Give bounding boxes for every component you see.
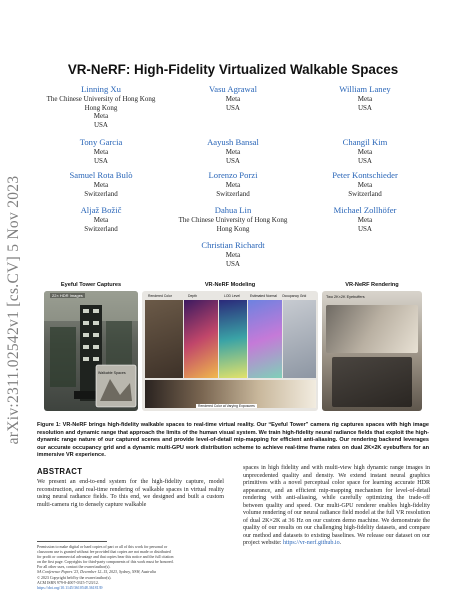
copyright-footnote [37, 544, 224, 590]
modeling-panel [142, 291, 318, 411]
author-block [40, 205, 162, 233]
author-block [172, 240, 294, 268]
author-affiliation: Switzerland [84, 189, 118, 198]
author-affiliation: Meta [225, 181, 241, 189]
vr-user-photo [332, 357, 412, 407]
author-affiliation: Meta [357, 148, 373, 156]
author-affiliation: Meta [225, 148, 241, 156]
author-affiliation: Hong Kong [216, 224, 250, 233]
author-block [40, 84, 162, 129]
author-affiliation: USA [93, 120, 108, 129]
label-estimated-normal: Estimated Normal [250, 294, 277, 298]
author-name[interactable]: Michael Zollhöfer [333, 205, 397, 215]
label-lod-level: LOD Level [224, 294, 241, 298]
project-website-link[interactable]: https://vr-nerf.github.io [282, 540, 340, 546]
footnote-line: SA Conference Papers '23, December 12–15, 2023, Sydney, NSW, Australia [37, 569, 156, 575]
occupancy-grid-image [283, 300, 316, 378]
author-affiliation: Switzerland [348, 189, 382, 198]
abstract-column-right: spaces in high fidelity and with multi-view high dynamic range images in unprecedented quality and density. We extend instant neural graphics primitives with a novel perceptual color space for learning accurate HDR appearance, and an efficient mip-mapping mechanism for level-of-detail rendering with anti-aliasing, while carefully optimizing the trade-off between quality and speed. Our multi-GPU renderer enables high-fidelity volume rendering of our neural radiance field model at the full VR resolution of dual 2K×2K at 36 Hz on our custom demo machine. We demonstrate the quality of our results on our challenging high-fidelity datasets, and compare our method and datasets to existing baselines. We release our dataset on our project website: https://vr-nerf.github.io. [243, 465, 430, 546]
author-name[interactable]: Linning Xu [81, 84, 121, 94]
author-block [40, 170, 162, 198]
author-block [40, 137, 162, 165]
author-name[interactable]: Changil Kim [342, 137, 388, 147]
footnote-line: © 2023 Copyright held by the owner/author(s). [37, 574, 112, 580]
depth-image [184, 300, 218, 378]
author-name[interactable]: Vasu Agrawal [209, 84, 257, 94]
lod-level-image [219, 300, 247, 378]
author-affiliation: Meta [93, 216, 109, 224]
camera-rig-illustration [44, 291, 138, 411]
footnote-line: ACM ISBN 979-8-4007-0315-7/23/12. [37, 579, 99, 585]
panel-title-captures: Eyeful Tower Captures [60, 282, 122, 288]
author-block [304, 205, 426, 233]
author-block [304, 84, 426, 112]
author-affiliation: Switzerland [216, 189, 250, 198]
author-affiliation: Meta [93, 112, 109, 121]
paper-title: VR-NeRF: High-Fidelity Virtualized Walkable Spaces [67, 62, 399, 77]
author-affiliation: Switzerland [84, 224, 118, 233]
abstract-heading: ABSTRACT [37, 467, 83, 476]
author-name[interactable]: Dahua Lin [214, 205, 252, 215]
author-affiliation: USA [225, 156, 240, 165]
author-block [304, 170, 426, 198]
author-affiliation: Meta [225, 95, 241, 103]
abstract-column-left: We present an end-to-end system for the high-fidelity capture, model reconstruction, and real-time rendering of walkable spaces in virtual reality using neural radiance fields. To this end, we designed and built a custom multi-camera rig to densely capture walkable [37, 479, 224, 508]
figure-caption [37, 422, 429, 460]
caption-body: Our “Eyeful Tower” camera rig captures spaces with high image resolution and dynamic range that approach the limits of the human visual system. We train high-fidelity neural radiance fields that exploit the high-dynamic range nature of our captured scenes and provide level-of-detail mip-mapping for efficient anti-aliasing. Our rendering backend leverages our accurate occupancy grid and a dynamic multi-GPU work distribution scheme to achieve real-time frame rates on dual 2K×2K eyebuffers for an immersive VR experience. [37, 422, 429, 459]
author-affiliation: Meta [225, 251, 241, 259]
label-depth: Depth [188, 294, 198, 298]
label-eyebuffers: Two 2K×2K Eyebuffers [326, 295, 365, 299]
label-varying-exposures: Rendered Color at Varying Exposures [198, 404, 255, 408]
footnote-line: on the first page. Copyrights for third-party components of this work must be honored. [37, 559, 174, 565]
arxiv-stamp: arXiv:2311.02542v1 [cs.CV] 5 Nov 2023 [5, 175, 22, 445]
caption-lead: Figure 1: VR-NeRF brings high-fidelity walkable spaces to real-time virtual reality. [37, 422, 255, 428]
author-block [304, 137, 426, 165]
doi-link[interactable]: https://doi.org/10.1145/3610548.3618139 [37, 584, 103, 590]
author-affiliation: USA [225, 259, 240, 268]
author-name[interactable]: Christian Richardt [201, 240, 265, 250]
panel-title-modeling: VR-NeRF Modeling [204, 282, 256, 288]
rendered-color-image [145, 300, 183, 378]
author-name[interactable]: Lorenzo Porzi [208, 170, 258, 180]
author-affiliation: USA [225, 103, 240, 112]
eyeful-tower-photo [44, 291, 138, 411]
author-affiliation: USA [357, 156, 372, 165]
teaser-figure [44, 282, 422, 412]
author-affiliation: USA [357, 224, 372, 233]
rendering-panel [322, 291, 422, 411]
label-rendered-color: Rendered Color [148, 294, 172, 298]
footnote-line: classroom use is granted without fee provided that copies are not made or distributed [37, 549, 171, 555]
author-name[interactable]: William Laney [339, 84, 391, 94]
author-affiliation: Meta [357, 216, 373, 224]
footnote-line: for profit or commercial advantage and that copies bear this notice and the full citation [37, 554, 174, 560]
author-affiliation: Meta [357, 181, 373, 189]
eyebuffers-image [326, 305, 418, 353]
author-affiliation: Meta [93, 148, 109, 156]
author-name[interactable]: Peter Kontschieder [332, 170, 398, 180]
panel-title-rendering: VR-NeRF Rendering [345, 282, 399, 288]
author-block [172, 84, 294, 112]
author-name[interactable]: Samuel Rota Bulò [69, 170, 133, 180]
author-name[interactable]: Tony Garcia [79, 137, 123, 147]
author-block [172, 137, 294, 165]
author-affiliation: Meta [357, 95, 373, 103]
author-affiliation: Meta [93, 181, 109, 189]
author-affiliation: Hong Kong [84, 103, 118, 112]
author-name[interactable]: Aayush Bansal [207, 137, 259, 147]
author-affiliation: USA [357, 103, 372, 112]
estimated-normal-image [248, 300, 282, 378]
label-occupancy-grid: Occupancy Grid [282, 294, 307, 298]
author-block [172, 170, 294, 198]
author-name[interactable]: Aljaž Božič [80, 205, 122, 215]
abstract-text: spaces in high fidelity and with multi-view high dynamic range images in unprecedented quality and density. We extend instant neural graphics primitives with a novel perceptual color space for learning accurate HDR appearance, and an efficient mip-mapping mechanism for level-of-detail rendering with anti-aliasing, while carefully optimizing the trade-off between quality and speed. Our multi-GPU renderer enables high-fidelity volume rendering of our neural radiance field model at the full VR resolution of dual 2K×2K at 36 Hz on our custom demo machine. We demonstrate the quality of our results on our challenging high-fidelity datasets, and compare our method and datasets to existing baselines. We release our dataset on our project website: [243, 465, 430, 546]
hdr-images-label: 22× HDR Images [52, 293, 83, 298]
walkable-spaces-label: Walkable Spaces [98, 371, 126, 375]
author-affiliation: USA [93, 156, 108, 165]
footnote-line: For all other uses, contact the owner/author(s). [37, 564, 111, 570]
footnote-rule [37, 541, 107, 542]
footnote-line: Permission to make digital or hard copies of part or all of this work for personal or [37, 544, 168, 549]
author-block [172, 205, 294, 233]
author-affiliation: The Chinese University of Hong Kong [178, 216, 288, 224]
author-affiliation: The Chinese University of Hong Kong [46, 95, 156, 103]
